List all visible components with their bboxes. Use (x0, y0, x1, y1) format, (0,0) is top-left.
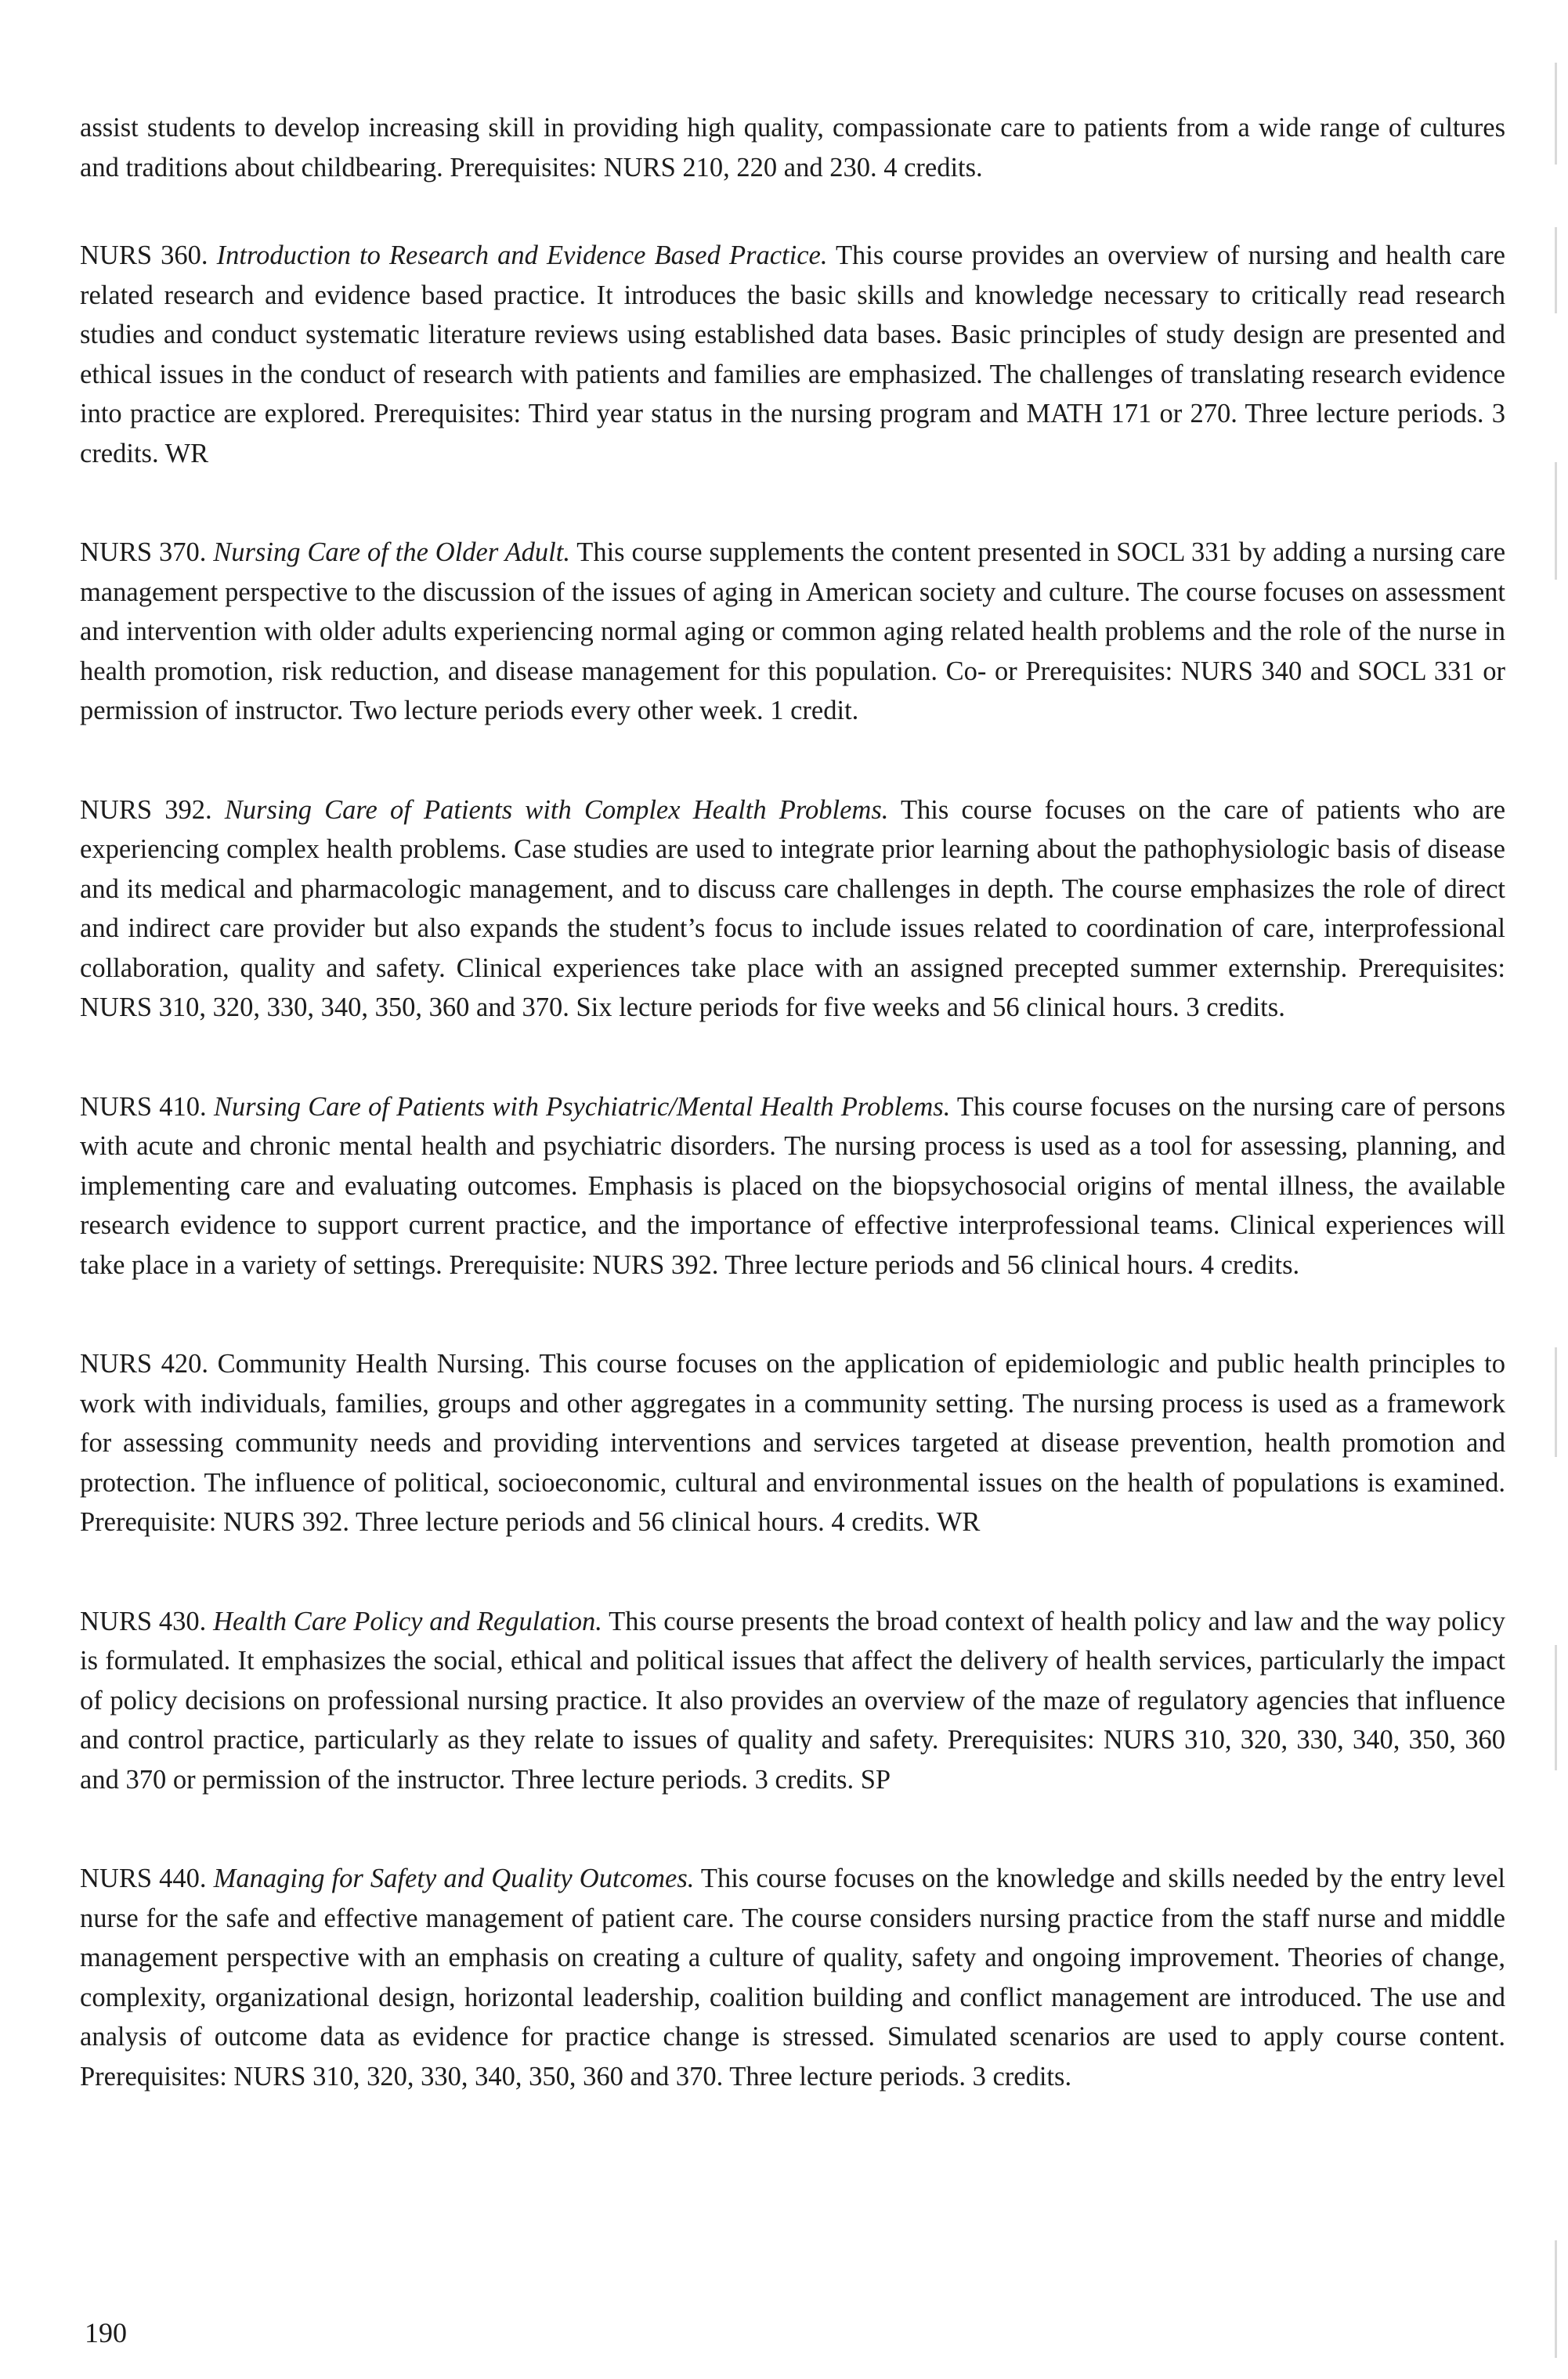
catalog-page-content (80, 108, 1505, 2156)
course-code: NURS 392. (80, 794, 212, 825)
course-description: This course provides an overview of nursing and health care related research and evidence based practice. It introduces the basic skills and knowledge necessary to critically read research studies and conduct systematic literature reviews using established data bases. Basic principles of study design are presented and ethical issues in the conduct of research with patients and families are emphasized. The challenges of translating research evidence into practice are explored. Prerequisites: Third year status in the nursing program and MATH 171 or 270. Three lecture periods. 3 credits. WR (80, 240, 1505, 468)
course-description: Community Health Nursing. This course focuses on the application of epidemiologic and public health principles to work with individuals, families, groups and other aggregates in a community setting. The nursing process is used as a framework for assessing community needs and providing interventions and services targeted at disease prevention, health promotion and protection. The influence of political, socioeconomic, cultural and environmental issues on the health of populations is examined. Prerequisite: NURS 392. Three lecture periods and 56 clinical hours. 4 credits. WR (80, 1349, 1506, 1537)
course-code: NURS 440. (80, 1864, 207, 1893)
course-code: NURS 430. (80, 1606, 207, 1636)
course-code: NURS 360. (80, 240, 208, 270)
course-code: NURS 370. (80, 537, 207, 567)
course-title: Health Care Policy and Regulation. (213, 1606, 602, 1636)
course-entry-nurs-360 (80, 236, 1505, 473)
intro-paragraph: assist students to develop increasing skill in providing high quality, compassionate care to patients from a wide range of cultures and traditions about childbearing. Prerequisites: NURS 210, 220 and 230. 4 credits. (80, 113, 1505, 183)
course-title: Nursing Care of Patients with Complex Health Problems. (224, 794, 889, 825)
course-entry-nurs-430 (80, 1602, 1505, 1800)
course-description: This course presents the broad context of health policy and law and the way policy is formulated. It emphasizes the social, ethical and political issues that affect the delivery of health services, particularly the impact of policy decisions on professional nursing practice. It also provides an overview of the maze of regulatory agencies that influence and control practice, particularly as they relate to issues of quality and safety. Prerequisites: NURS 310, 320, 330, 340, 350, 360 and 370 or permission of the instructor. Three lecture periods. 3 credits. SP (80, 1606, 1505, 1795)
scan-edge-mark (1555, 63, 1557, 165)
course-description: This course supplements the content presented in SOCL 331 by adding a nursing care management perspective to the discussion of the issues of aging in American society and culture. The course focuses on assessment and intervention with older adults experiencing normal aging or common aging related health problems and the role of the nurse in health promotion, risk reduction, and disease management for this population. Co- or Prerequisites: NURS 340 and SOCL 331 or permission of instructor. Two lecture periods every other week. 1 credit. (80, 537, 1506, 725)
course-title: Nursing Care of the Older Adult. (213, 537, 570, 567)
course-description: This course focuses on the care of patients who are experiencing complex health problems. Case studies are used to integrate prior learning about the pathophysiologic basis of disease and its medical and pharmacologic management, and to discuss care challenges in depth. The course emphasizes the role of direct and indirect care provider but also expands the student’s focus to include issues related to coordination of care, interprofessional collaboration, quality and safety. Clinical experiences take place with an assigned precepted summer externship. Prerequisites: NURS 310, 320, 330, 340, 350, 360 and 370. Six lecture periods for five weeks and 56 clinical hours. 3 credits. (80, 794, 1506, 1022)
scan-edge-mark (1555, 2240, 1557, 2358)
course-entry-nurs-370 (80, 533, 1505, 731)
course-entry-nurs-392 (80, 790, 1505, 1028)
course-code: NURS 410. (80, 1091, 207, 1122)
course-title: Nursing Care of Patients with Psychiatric/Mental Health Problems. (213, 1091, 951, 1122)
scan-edge-mark (1555, 462, 1557, 580)
course-entry-nurs-410 (80, 1087, 1505, 1285)
course-title: Managing for Safety and Quality Outcomes. (213, 1864, 695, 1893)
page-number: 190 (85, 2317, 127, 2348)
course-entry-nurs-420 (80, 1344, 1505, 1542)
scan-edge-mark (1555, 227, 1557, 313)
scan-edge-mark (1555, 1645, 1557, 1770)
course-title: Introduction to Research and Evidence Based Practice. (216, 240, 828, 270)
course-entry-nurs-440 (80, 1859, 1505, 2096)
scan-edge-mark (1555, 1347, 1557, 1457)
course-description: This course focuses on the knowledge and skills needed by the entry level nurse for the safe and effective management of patient care. The course considers nursing practice from the staff nurse and middle management perspective with an emphasis on creating a culture of quality, safety and ongoing improvement. Theories of change, complexity, organizational design, horizontal leadership, coalition building and conflict management are introduced. The use and analysis of outcome data as evidence for practice change is stressed. Simulated scenarios are used to apply course content. Prerequisites: NURS 310, 320, 330, 340, 350, 360 and 370. Three lecture periods. 3 credits. (80, 1864, 1505, 2092)
course-description: This course focuses on the nursing care of persons with acute and chronic mental health and psychiatric disorders. The nursing process is used as a tool for assessing, planning, and implementing care and evaluating outcomes. Emphasis is placed on the biopsychosocial origins of mental illness, the available research evidence to support current practice, and the importance of effective interprofessional teams. Clinical experiences will take place in a variety of settings. Prerequisite: NURS 392. Three lecture periods and 56 clinical hours. 4 credits. (80, 1091, 1506, 1280)
course-code: NURS 420. (80, 1349, 209, 1379)
